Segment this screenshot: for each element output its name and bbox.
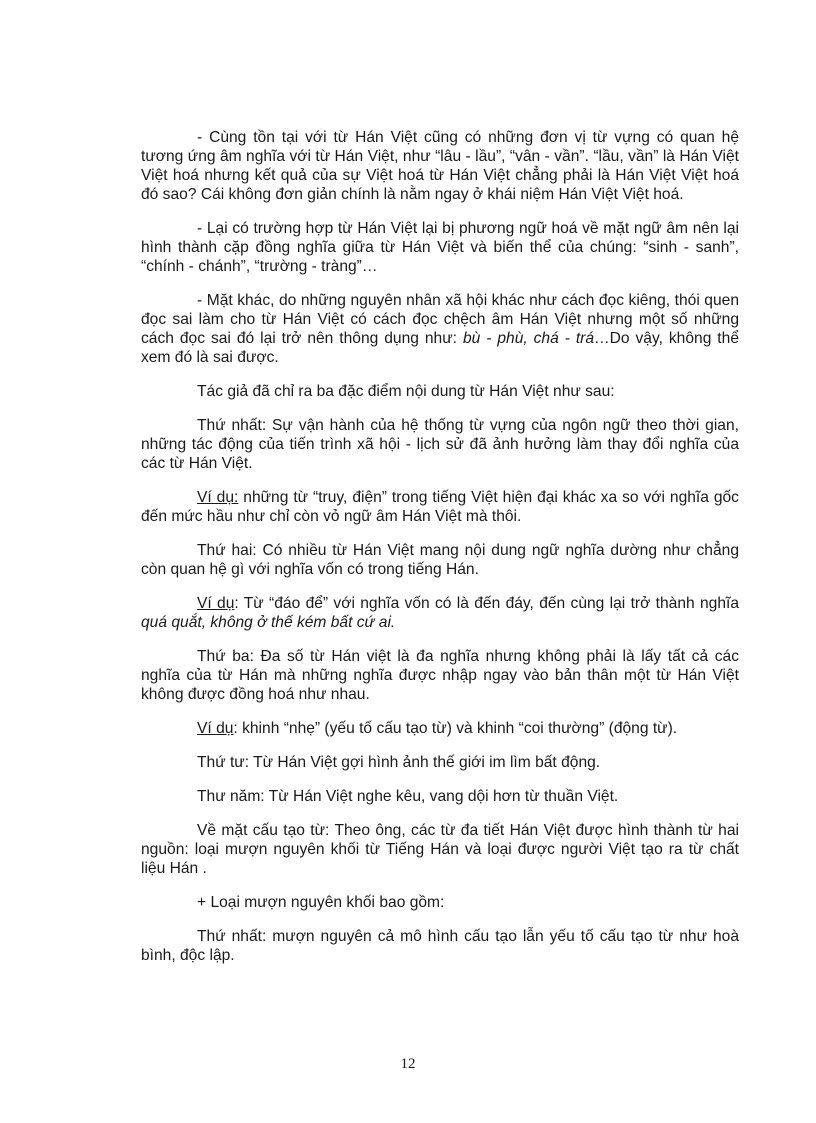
paragraph-text: những từ “truy, điện” trong tiếng Việt hiện đại khác xa so với nghĩa gốc đến mức hầu như chỉ còn vỏ ngữ âm Hán Việt mà thôi.	[141, 489, 739, 525]
italic-meaning: quá quắt, không ở thế kém bất cứ ai.	[141, 614, 396, 631]
paragraph-misreadings	[141, 291, 739, 367]
example-label: Ví dụ	[197, 595, 235, 612]
paragraph-text: Thứ hai: Có nhiều từ Hán Việt mang nội dung ngữ nghĩa dường như chẳng còn quan hệ gì với nghĩa vốn có trong tiếng Hán.	[141, 542, 739, 578]
paragraph-text: Thứ nhất: mượn nguyên cả mô hình cấu tạo lẫn yếu tố cấu tạo từ như hoà bình, độc lập.	[141, 928, 739, 964]
paragraph-coexisting-words	[141, 128, 739, 204]
italic-examples: bù - phù, chá - trá	[462, 330, 595, 347]
paragraph-example-truy-dien	[141, 488, 739, 526]
paragraph-borrowed-whole	[141, 893, 739, 912]
paragraph-text: : Từ “đáo để” với nghĩa vốn có là đến đáy, đến cùng lại trở thành nghĩa	[234, 595, 740, 612]
paragraph-dialect-variants	[141, 219, 739, 276]
paragraph-text: Thứ nhất: Sự vận hành của hệ thống từ vựng của ngôn ngữ theo thời gian, những tác động của tiến trình xã hội - lịch sử đã ảnh hưởng làm thay đổi nghĩa của các từ Hán Việt.	[141, 417, 739, 472]
paragraph-text: - Cùng tồn tại với từ Hán Việt cũng có những đơn vị từ vựng có quan hệ tương ứng âm nghĩa với từ Hán Việt, như “lâu - lầu”, “vân - vần”. “lầu, vần” là Hán Việt Việt hoá nhưng kết quả của sự Việt hoá từ Hán Việt chẳng phải là Hán Việt Việt hoá đó sao? Cái không đơn giản chính là nằm ngay ở khái niệm Hán Việt Việt hoá.	[141, 129, 739, 203]
paragraph-text: Thứ ba: Đa số từ Hán việt là đa nghĩa nhưng không phải là lấy tất cả các nghĩa của từ Hán mà những nghĩa được nhập ngay vào bản thân một từ Hán Việt không được đồng hoá như nhau.	[141, 648, 739, 703]
page-number: 12	[400, 1056, 416, 1072]
paragraph-text: + Loại mượn nguyên khối bao gồm:	[197, 894, 445, 911]
paragraph-feature-third	[141, 647, 739, 704]
paragraph-feature-first	[141, 416, 739, 473]
example-label: Ví dụ:	[197, 489, 239, 506]
paragraph-text: - Mặt khác, do những nguyên nhân xã hội khác như cách đọc kiêng, thói quen đọc sai làm cho từ Hán Việt có cách đọc chệch âm Hán Việt nhưng một số những cách đọc sai đó lại trở nên thông dụng như:	[141, 292, 739, 347]
paragraph-feature-second	[141, 541, 739, 579]
paragraph-word-structure	[141, 821, 739, 878]
paragraph-three-features-intro	[141, 382, 739, 401]
paragraph-text: Tác giả đã chỉ ra ba đặc điểm nội dung từ Hán Việt như sau:	[197, 383, 615, 400]
paragraph-text: - Lại có trường hợp từ Hán Việt lại bị phương ngữ hoá về mặt ngữ âm nên lại hình thành cặp đồng nghĩa giữa từ Hán Việt và biến thể của chúng: “sinh - sanh”, “chính - chánh”, “trường - tràng”…	[141, 220, 739, 275]
paragraph-text: Thư năm: Từ Hán Việt nghe kêu, vang dội hơn từ thuần Việt.	[197, 788, 619, 805]
paragraph-text: Về mặt cấu tạo từ: Theo ông, các từ đa tiết Hán Việt được hình thành từ hai nguồn: loại mượn nguyên khối từ Tiếng Hán và loại được người Việt tạo ra từ chất liệu Hán .	[141, 822, 739, 877]
document-body	[141, 128, 739, 980]
paragraph-borrowed-first	[141, 927, 739, 965]
paragraph-feature-fourth	[141, 753, 739, 772]
paragraph-example-khinh	[141, 719, 739, 738]
paragraph-feature-fifth	[141, 787, 739, 806]
example-label: Ví dụ	[197, 720, 234, 737]
paragraph-text: : khinh “nhẹ” (yếu tố cấu tạo từ) và khinh “coi thường” (động từ).	[233, 720, 678, 737]
paragraph-text: Thứ tư: Từ Hán Việt gợi hình ảnh thế giới im lìm bất động.	[197, 754, 601, 771]
paragraph-text: …Do vậy, không thể xem đó là sai được.	[141, 330, 739, 366]
paragraph-example-dao-de	[141, 594, 739, 632]
